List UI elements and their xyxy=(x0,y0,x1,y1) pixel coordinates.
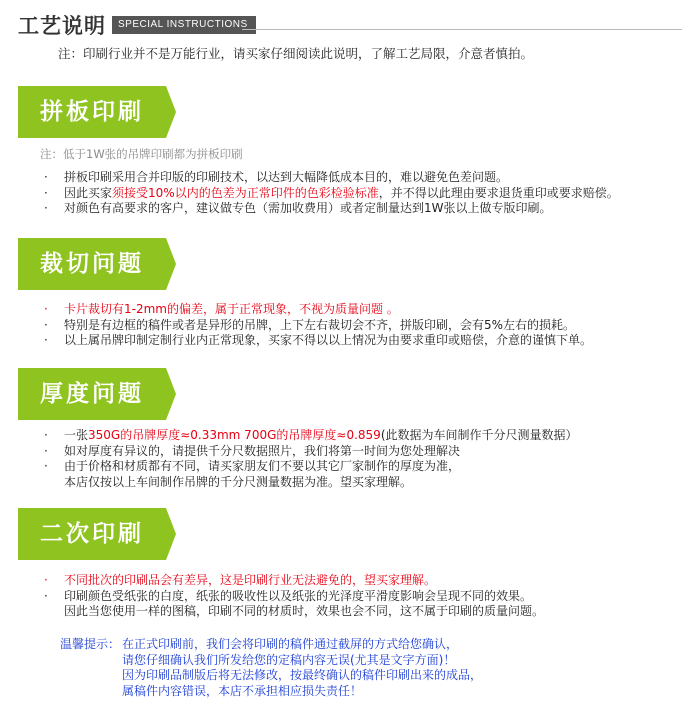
list-item xyxy=(44,459,578,475)
list-text: 由于价格和材质都有不同，请买家朋友们不要以其它厂家制作的厚度为准， xyxy=(64,459,461,473)
section-list-houdu xyxy=(44,428,578,490)
tips-label: 温馨提示： xyxy=(60,637,121,651)
list-text: 印刷颜色受纸张的白度，纸张的吸收性以及纸张的光泽度平滑度影响会呈现不同的效果。 xyxy=(64,588,533,603)
list-text: (此数据为车间制作千分尺测量数据） xyxy=(380,428,578,442)
section-banner-erci: 二次印刷 xyxy=(18,508,166,560)
list-text: 本店仅按以上车间制作吊牌的千分尺测量数据为准。望买家理解。 xyxy=(64,474,413,489)
section-banner-caiqie: 裁切问题 xyxy=(18,238,166,290)
page-title: 工艺说明 xyxy=(18,14,106,38)
tips-block xyxy=(60,637,482,699)
header-bar xyxy=(18,12,256,38)
bullet-icon: · xyxy=(44,185,48,200)
highlight-text: 卡片裁切有1-2mm的偏差，属于正常现象，不视为质量问题 。 xyxy=(64,302,399,316)
tips-line: 属稿件内容错误，本店不承担相应损失责任！ xyxy=(122,683,363,698)
list-item xyxy=(44,428,578,444)
list-item xyxy=(44,318,592,334)
section-note-pinban: 注：低于1W张的吊牌印刷都为拼板印刷 xyxy=(40,147,243,161)
highlight-text: 不同批次的印刷品会有差异，这是印刷行业无法避免的，望买家理解。 xyxy=(64,573,437,587)
list-item xyxy=(44,170,619,186)
section-list-erci xyxy=(44,573,544,620)
list-text: 因此买家 xyxy=(64,185,113,200)
bullet-icon: · xyxy=(44,170,48,184)
list-text: 特别是有边框的稿件或者是异形的吊牌，上下左右裁切会不齐，拼版印刷，会有5%左右的损耗。 xyxy=(64,317,576,332)
tips-line: 请您仔细确认我们所发给您的定稿内容无误(尤其是文字方面)！ xyxy=(122,652,456,667)
section-list-caiqie xyxy=(44,302,592,349)
list-item xyxy=(44,186,619,202)
section-banner-houdu: 厚度问题 xyxy=(18,368,166,420)
bullet-icon: · xyxy=(44,302,48,316)
bullet-icon: · xyxy=(44,588,48,603)
bullet-icon: · xyxy=(44,459,48,473)
section-list-pinban xyxy=(44,170,619,217)
tips-row xyxy=(60,637,482,653)
bullet-icon: · xyxy=(44,333,48,347)
list-item xyxy=(44,475,578,491)
tips-row xyxy=(60,653,482,669)
list-text: 拼板印刷采用合并印版的印刷技术，以达到大幅降低成本目的，难以避免色差问题。 xyxy=(64,170,509,184)
header-divider xyxy=(242,29,682,30)
list-item xyxy=(44,302,592,318)
header-note: 注：印刷行业并不是万能行业，请买家仔细阅读此说明，了解工艺局限，介意者慎拍。 xyxy=(58,46,534,61)
tips-line: 在正式印刷前，我们会将印刷的稿件通过截屏的方式给您确认， xyxy=(122,637,459,651)
section-banner-pinban: 拼板印刷 xyxy=(18,86,166,138)
bullet-icon: · xyxy=(44,573,48,587)
list-item xyxy=(44,201,619,217)
list-text: ，并不得以此理由要求退货重印或要求赔偿。 xyxy=(378,185,619,200)
highlight-text: 须接受10%以内的色差为正常印件的色彩检验标准 xyxy=(112,185,379,200)
list-text: 对颜色有高要求的客户，建议做专色（需加收费用）或者定制量达到1W张以上做专版印刷。 xyxy=(64,201,552,215)
list-item xyxy=(44,444,578,460)
list-item xyxy=(44,333,592,349)
highlight-text: 350G的吊牌厚度≈0.33mm 700G的吊牌厚度≈0.859 xyxy=(88,428,381,442)
tips-row xyxy=(60,684,482,700)
list-text: 以上属吊牌印制定制行业内正常现象，买家不得以以上情况为由要求重印或赔偿，介意的谨慎下单。 xyxy=(64,333,593,347)
list-text: 如对厚度有异议的，请提供千分尺数据照片，我们将第一时间为您处理解决 xyxy=(64,443,461,458)
list-item xyxy=(44,589,544,605)
list-item xyxy=(44,604,544,620)
header-badge: SPECIAL INSTRUCTIONS xyxy=(112,16,256,34)
list-text: 因此当您使用一样的图稿，印刷不同的材质时，效果也会不同，这不属于印刷的质量问题。 xyxy=(64,604,545,618)
list-item xyxy=(44,573,544,589)
bullet-icon: · xyxy=(44,428,48,442)
tips-row xyxy=(60,668,482,684)
bullet-icon: · xyxy=(44,443,48,458)
tips-line: 因为印刷品制版后将无法修改，按最终确认的稿件印刷出来的成品， xyxy=(122,668,483,682)
bullet-icon: · xyxy=(44,317,48,332)
list-text: 一张 xyxy=(64,428,89,442)
bullet-icon: · xyxy=(44,201,48,215)
